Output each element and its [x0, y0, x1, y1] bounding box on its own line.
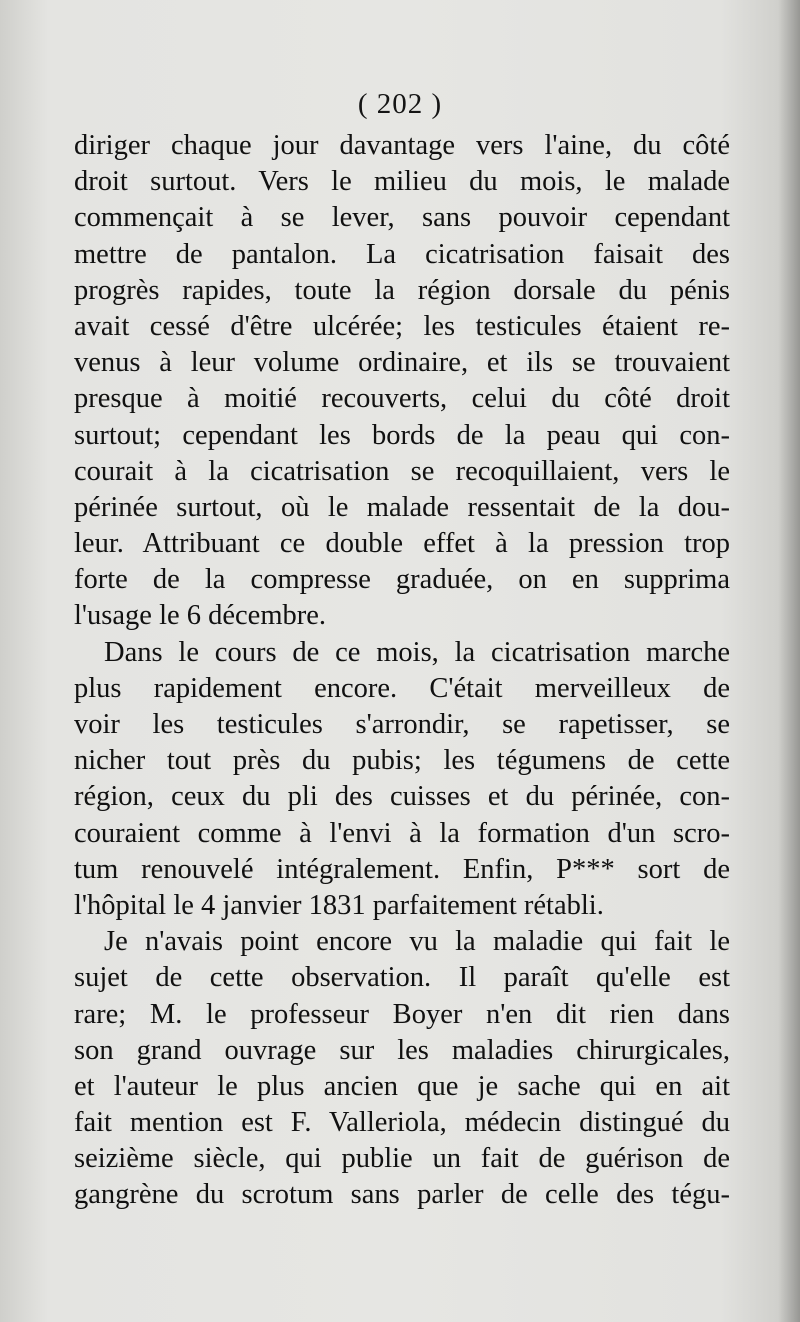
text-line: forte de la compresse graduée, on en supprima: [74, 564, 730, 596]
text-line: voir les testicules s'arrondir, se rapetisser, se: [74, 709, 730, 740]
page-number: ( 202 ): [357, 88, 443, 120]
text-line: rare; M. le professeur Boyer n'en dit rien dans: [74, 998, 730, 1030]
text-line: Je n'avais point encore vu la maladie qui fait le: [104, 926, 730, 958]
text-line: sujet de cette observation. Il paraît qu'elle est: [74, 962, 730, 994]
text-line: l'hôpital le 4 janvier 1831 parfaitement rétabli.: [74, 889, 604, 921]
text-line: diriger chaque jour davantage vers l'aine, du côté: [74, 130, 730, 161]
text-line: droit surtout. Vers le milieu du mois, le malade: [74, 166, 730, 198]
text-line: avait cessé d'être ulcérée; les testicules étaient re-: [74, 310, 730, 342]
text-line: région, ceux du pli des cuisses et du périnée, con-: [74, 781, 730, 813]
text-line: commençait à se lever, sans pouvoir cependant: [74, 202, 730, 234]
text-line: surtout; cependant les bords de la peau qui con-: [74, 419, 730, 451]
text-line: plus rapidement encore. C'était merveilleux de: [74, 672, 730, 704]
text-line: Dans le cours de ce mois, la cicatrisation marche: [104, 636, 730, 668]
text-line: presque à moitié recouverts, celui du côté droit: [74, 383, 730, 415]
text-line: l'usage le 6 décembre.: [74, 600, 327, 632]
text-line: courait à la cicatrisation se recoquillaient, vers le: [74, 455, 730, 487]
text-line: couraient comme à l'envi à la formation d'un scro-: [74, 817, 730, 849]
text-line: fait mention est F. Valleriola, médecin distingué du: [74, 1107, 730, 1139]
text-line: seizième siècle, qui publie un fait de guérison de: [74, 1143, 730, 1175]
text-line: périnée surtout, où le malade ressentait de la dou-: [74, 491, 730, 523]
text-line: tum renouvelé intégralement. Enfin, P*** sort de: [74, 853, 730, 885]
text-line: et l'auteur le plus ancien que je sache qui en ait: [74, 1070, 730, 1102]
text-line: son grand ouvrage sur les maladies chirurgicales,: [74, 1034, 730, 1066]
body-text: [74, 128, 730, 1214]
text-line: mettre de pantalon. La cicatrisation faisait des: [74, 238, 730, 270]
text-line: progrès rapides, toute la région dorsale du pénis: [74, 274, 730, 306]
text-line: leur. Attribuant ce double effet à la pression trop: [74, 528, 730, 560]
text-line: nicher tout près du pubis; les tégumens de cette: [74, 745, 730, 777]
text-line: venus à leur volume ordinaire, et ils se trouvaient: [74, 347, 730, 379]
text-line: gangrène du scrotum sans parler de celle des tégu-: [74, 1179, 730, 1211]
